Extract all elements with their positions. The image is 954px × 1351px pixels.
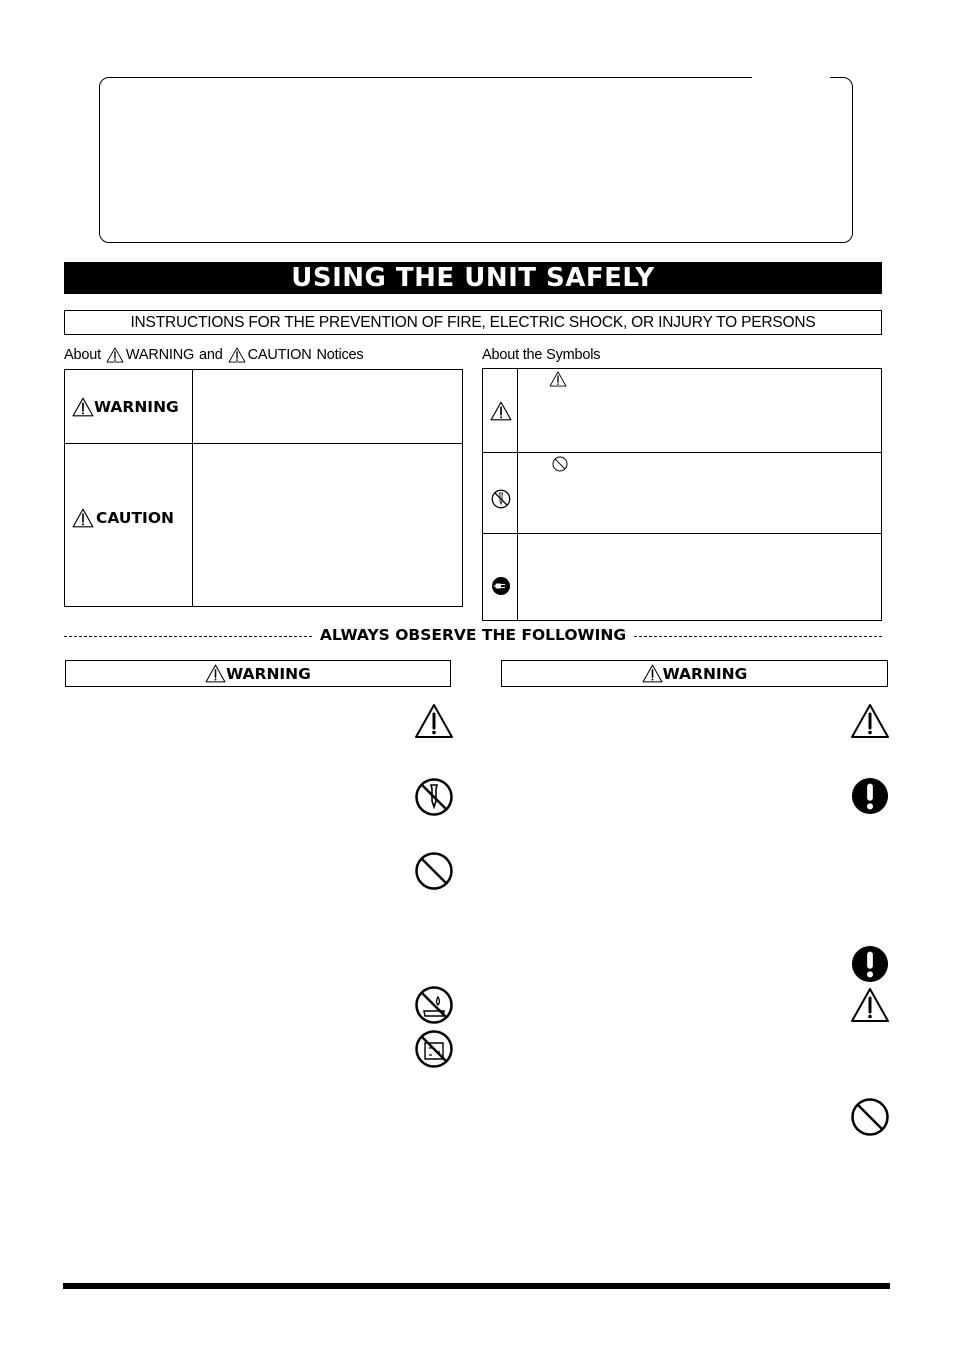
right-warning-header [501, 660, 888, 687]
right-warning-header-label: WARNING [662, 664, 748, 683]
symbols-caption [482, 345, 600, 365]
symbols-table-row-divider-1 [482, 452, 882, 453]
warning-triangle-icon [642, 664, 663, 683]
left-warning-header [65, 660, 451, 687]
prohibited-icon [414, 851, 454, 891]
warning-triangle-icon [228, 347, 246, 363]
warning-triangle-icon [850, 703, 890, 739]
notices-caption-joiner: and [199, 347, 223, 363]
notices-caption-warning: WARNING [125, 347, 195, 363]
no-disassemble-icon [491, 489, 511, 509]
warning-triangle-icon [205, 664, 226, 683]
always-observe-heading [64, 626, 882, 646]
notices-caption-prefix: About [64, 347, 101, 363]
symbols-table-divider [517, 368, 518, 621]
notices-warning-label [72, 396, 179, 418]
warning-triangle-icon [106, 347, 124, 363]
notices-caption [64, 345, 363, 365]
title-bar [64, 262, 882, 294]
top-frame-box [99, 77, 853, 243]
prohibited-icon [552, 456, 568, 472]
no-disassemble-icon [414, 777, 454, 817]
notices-table-divider [192, 369, 193, 607]
notices-caption-suffix: Notices [316, 347, 364, 363]
notices-caption-caution: CAUTION [247, 347, 312, 363]
warning-triangle-icon [549, 371, 567, 387]
prohibited-icon [850, 1097, 890, 1137]
notices-caution-label [72, 507, 174, 529]
bottom-rule [63, 1283, 890, 1289]
always-observe-label: ALWAYS OBSERVE THE FOLLOWING [312, 626, 634, 644]
warning-triangle-icon [72, 508, 94, 528]
notices-table-row-divider [64, 443, 463, 444]
top-frame-gap [752, 74, 830, 80]
warning-triangle-icon [72, 397, 94, 417]
warning-triangle-icon [414, 703, 454, 739]
unplug-icon [491, 576, 511, 596]
notices-caution-word: CAUTION [96, 509, 174, 527]
symbols-table [482, 368, 882, 621]
mandatory-icon [851, 945, 889, 983]
mandatory-icon [851, 777, 889, 815]
symbols-caption-text: About the Symbols [482, 347, 601, 363]
notices-warning-word: WARNING [94, 398, 179, 416]
warning-triangle-icon [850, 987, 890, 1023]
instructions-text: INSTRUCTIONS FOR THE PREVENTION OF FIRE, ELECTRIC SHOCK, OR INJURY TO PERSONS [130, 313, 816, 331]
no-wet-place-icon [414, 1029, 454, 1069]
symbols-table-row-divider-2 [482, 533, 882, 534]
no-water-icon [414, 985, 454, 1025]
instructions-banner [64, 310, 882, 335]
warning-triangle-icon [490, 401, 512, 421]
always-observe-label-wrap [64, 626, 882, 644]
left-warning-header-label: WARNING [226, 664, 311, 683]
page-title: USING THE UNIT SAFELY [291, 263, 655, 293]
